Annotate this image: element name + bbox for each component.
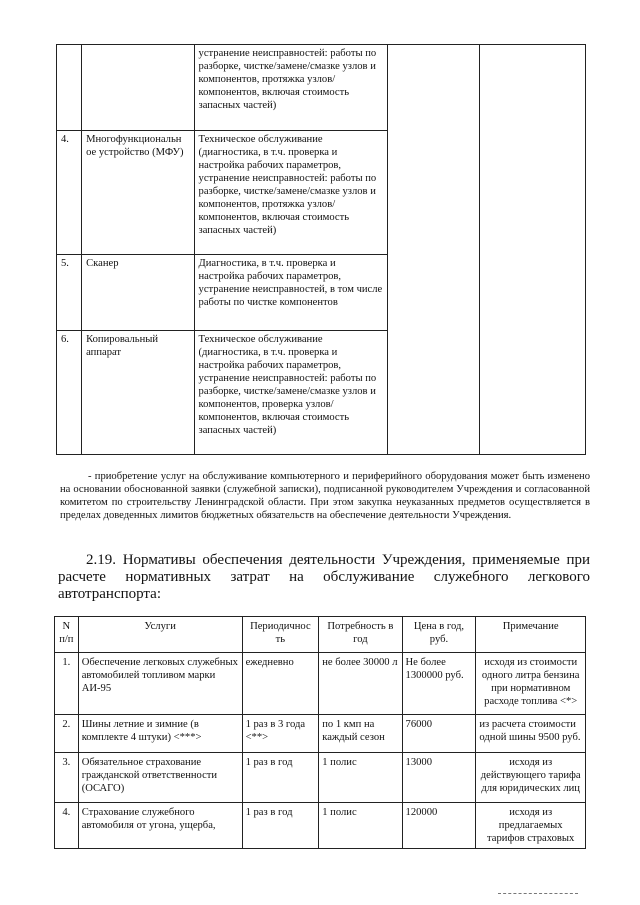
service-description: Техническое обслуживание (диагностика, в т.ч. проверка и настройка рабочих параметров, устранение неисправностей: работы по разборке, чистке/замене/смазке узлов и компонентов, протяжка узлов/компонентов, включая стоимость запасных частей) bbox=[194, 131, 388, 255]
row-number: 4. bbox=[55, 803, 79, 849]
service-cell: Шины летние и зимние (в комплекте 4 штуки) <***> bbox=[78, 715, 242, 753]
service-cell: Обязательное страхование гражданской ответственности (ОСАГО) bbox=[78, 753, 242, 803]
price-cell: Не более 1300000 руб. bbox=[402, 653, 476, 715]
table-row bbox=[55, 715, 586, 753]
header-note: Примечание bbox=[476, 617, 586, 653]
note-paragraph: - приобретение услуг на обслуживание компьютерного и периферийного оборудования может быть изменено на основании обоснованной заявки (служебной записки), подписанной руководителем Учреждения и согласованной комитетом по строительству Ленинградской области. При этом закупка неуказанных предметов осуществляется в пределах доведенных лимитов бюджетных обязательств на обеспечение деятельности Учреждения. bbox=[60, 471, 590, 521]
header-number: N п/п bbox=[55, 617, 79, 653]
section-heading: 2.19. Нормативы обеспечения деятельности Учреждения, применяемые при расчете нормативных затрат на обслуживание служебного легкового автотранспорта: bbox=[58, 552, 590, 602]
header-services: Услуги bbox=[78, 617, 242, 653]
equipment-name: Многофункциональн ое устройство (МФУ) bbox=[82, 131, 194, 255]
service-description: устранение неисправностей: работы по разборке, чистке/замене/смазке узлов и компонентов, протяжка узлов/компонентов, включая стоимость запасных частей) bbox=[194, 45, 388, 131]
table-row bbox=[57, 45, 586, 131]
need-cell: 1 полис bbox=[319, 753, 402, 803]
period-cell: 1 раз в год bbox=[242, 803, 319, 849]
header-price: Цена в год, руб. bbox=[402, 617, 476, 653]
header-periodicity: Периодичнос ть bbox=[242, 617, 319, 653]
equipment-service-table bbox=[56, 44, 586, 455]
scan-artifact-line bbox=[498, 893, 578, 894]
service-description: Диагностика, в т.ч. проверка и настройка рабочих параметров, устранение неисправностей, в том числе работы по чистке компонентов bbox=[194, 255, 388, 331]
table-header-row bbox=[55, 617, 586, 653]
price-cell: 76000 bbox=[402, 715, 476, 753]
row-number: 6. bbox=[57, 331, 82, 455]
empty-cell bbox=[479, 45, 585, 455]
need-cell: 1 полис bbox=[319, 803, 402, 849]
service-description: Техническое обслуживание (диагностика, в т.ч. проверка и настройка рабочих параметров, устранение неисправностей: работы по разборке, чистке/замене/смазке узлов и компонентов, проверка узлов/компонентов, включая стоимость запасных частей) bbox=[194, 331, 388, 455]
equipment-name bbox=[82, 45, 194, 131]
equipment-name: Сканер bbox=[82, 255, 194, 331]
price-cell: 120000 bbox=[402, 803, 476, 849]
row-number: 3. bbox=[55, 753, 79, 803]
period-cell: ежедневно bbox=[242, 653, 319, 715]
price-cell: 13000 bbox=[402, 753, 476, 803]
service-cell: Обеспечение легковых служебных автомобилей топливом марки АИ-95 bbox=[78, 653, 242, 715]
table-row bbox=[55, 803, 586, 849]
need-cell: не более 30000 л bbox=[319, 653, 402, 715]
empty-cell bbox=[388, 45, 479, 455]
need-cell: по 1 кмп на каждый сезон bbox=[319, 715, 402, 753]
note-cell: из расчета стоимости одной шины 9500 руб. bbox=[476, 715, 586, 753]
row-number bbox=[57, 45, 82, 131]
note-cell: исходя из предлагаемых тарифов страховых bbox=[476, 803, 586, 849]
equipment-name: Копировальный аппарат bbox=[82, 331, 194, 455]
row-number: 1. bbox=[55, 653, 79, 715]
header-need: Потребность в год bbox=[319, 617, 402, 653]
row-number: 2. bbox=[55, 715, 79, 753]
table-row bbox=[55, 653, 586, 715]
period-cell: 1 раз в год bbox=[242, 753, 319, 803]
note-cell: исходя из стоимости одного литра бензина при нормативном расходе топлива <*> bbox=[476, 653, 586, 715]
note-cell: исходя из действующего тарифа для юридических лиц bbox=[476, 753, 586, 803]
row-number: 4. bbox=[57, 131, 82, 255]
row-number: 5. bbox=[57, 255, 82, 331]
vehicle-norms-table bbox=[54, 616, 586, 849]
period-cell: 1 раз в 3 года <**> bbox=[242, 715, 319, 753]
service-cell: Страхование служебного автомобиля от угона, ущерба, bbox=[78, 803, 242, 849]
table-row bbox=[55, 753, 586, 803]
